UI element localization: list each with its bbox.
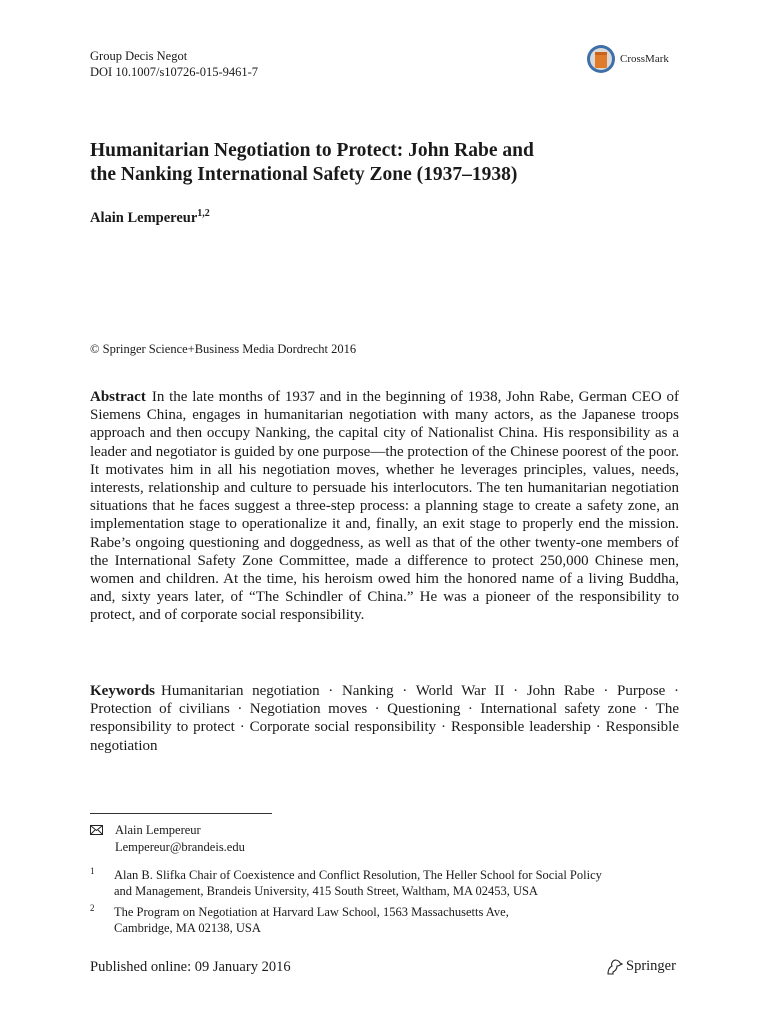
springer-logo xyxy=(605,958,676,975)
journal-header xyxy=(90,48,258,80)
crossmark-icon xyxy=(586,44,616,74)
abstract-text: In the late months of 1937 and in the beginning of 1938, John Rabe, German CEO of Siemens China, engages in humanitarian negotiation with many actors, as the Japanese troops approach and then occupy Nanking, the capital city of Nationalist China. His responsibility as a leader and negotiator is guided by one purpose—the protection of the Chinese poorest of the poor. It motivates him in all his negotiation moves, whether he leverages principles, values, needs, interests, relationship and culture to persuade his interlocutors. The ten humanitarian negotiation situations that he faces suggest a three-step process: a planning stage to create a safety zone, an implementation stage to operationalize it and, finally, an exit stage to properly end the mission. Rabe’s ongoing questioning and doggedness, as well as that of the other twenty-one members of the International Safety Zone Committee, made a difference to protect 250,000 Chinese men, women and children. At the time, his heroism owed him the honored name of a living Buddha, and, sixty years later, of “The Schindler of China.” He was a pioneer of the responsibility to protect, and of corporate social responsibility. xyxy=(90,389,680,624)
title-line-1: Humanitarian Negotiation to Protect: John Rabe and xyxy=(90,140,534,161)
crossmark-label: CrossMark xyxy=(620,53,669,65)
title-line-2: the Nanking International Safety Zone (1937–1938) xyxy=(90,164,518,185)
doi-link[interactable]: DOI 10.1007/s10726-015-9461-7 xyxy=(90,65,259,79)
corresponding-author xyxy=(90,822,245,855)
affiliation-line: The Program on Negotiation at Harvard Law School, 1563 Massachusetts Ave, xyxy=(114,905,509,919)
keywords xyxy=(90,682,679,755)
affiliation-2 xyxy=(90,904,690,936)
springer-horse-icon xyxy=(605,959,623,975)
abstract-label: Abstract xyxy=(90,389,146,405)
author-name[interactable]: Alain Lempereur xyxy=(90,209,198,226)
abstract xyxy=(90,388,679,625)
crossmark-badge[interactable] xyxy=(586,44,669,74)
article-title xyxy=(90,139,690,187)
affiliation-number: 2 xyxy=(90,903,95,913)
contact-email[interactable]: Lempereur@brandeis.edu xyxy=(115,840,245,854)
affiliation-number: 1 xyxy=(90,866,95,876)
author-affiliation-marks: 1,2 xyxy=(197,208,210,219)
keywords-label: Keywords xyxy=(90,683,155,699)
author-line xyxy=(90,208,210,227)
envelope-icon xyxy=(90,823,106,839)
affiliation-line: Alan B. Slifka Chair of Coexistence and Conflict Resolution, The Heller School for Social Policy xyxy=(114,868,602,882)
contact-name: Alain Lempereur xyxy=(115,823,201,837)
publisher-name: Springer xyxy=(626,958,676,974)
affiliation-line: and Management, Brandeis University, 415 South Street, Waltham, MA 02453, USA xyxy=(114,884,538,898)
published-date: Published online: 09 January 2016 xyxy=(90,959,291,975)
footnote-divider xyxy=(90,813,272,814)
affiliation-1 xyxy=(90,867,690,899)
keywords-text: Humanitarian negotiation · Nanking · World War II · John Rabe · Purpose · Protection of civilians · Negotiation moves · Questioning · International safety zone · The responsibility to protect · Corporate social responsibility · Responsible leadership · Responsible negotiation xyxy=(90,683,679,754)
copyright-notice: © Springer Science+Business Media Dordrecht 2016 xyxy=(90,342,357,356)
journal-name: Group Decis Negot xyxy=(90,49,188,63)
affiliation-line: Cambridge, MA 02138, USA xyxy=(114,921,261,935)
